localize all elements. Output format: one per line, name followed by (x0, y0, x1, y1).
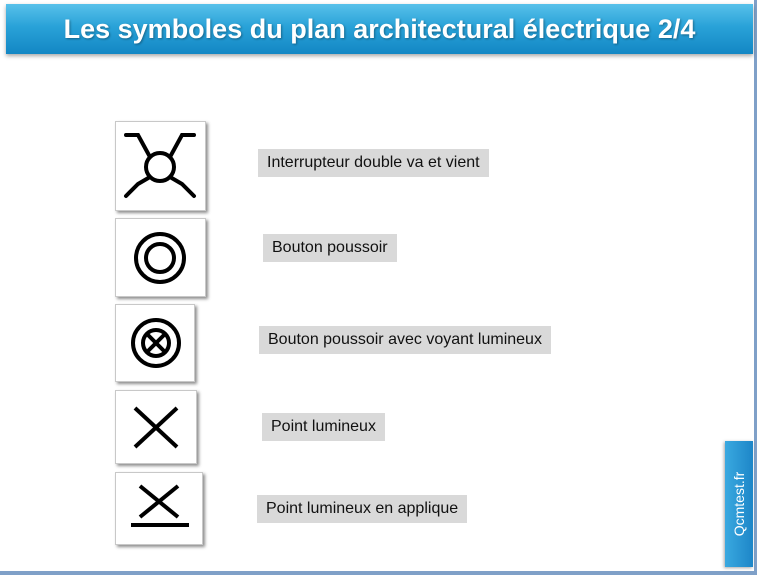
slide-title: Les symboles du plan architectural électrique 2/4 (63, 13, 696, 44)
symbol-label-push-button-with-light: Bouton poussoir avec voyant lumineux (259, 326, 551, 354)
symbol-label-wall-light-point: Point lumineux en applique (257, 495, 467, 523)
light-point-symbol-icon (115, 390, 197, 464)
title-bar (6, 4, 753, 54)
symbol-label-push-button: Bouton poussoir (263, 234, 397, 262)
symbol-label-light-point: Point lumineux (262, 413, 385, 441)
watermark-tab (725, 441, 753, 567)
two-way-double-switch-symbol-icon (115, 121, 206, 211)
wall-light-point-symbol-icon (115, 472, 203, 545)
push-button-with-indicator-light-symbol-icon (115, 304, 195, 382)
watermark-text: Qcmtest.fr (731, 471, 747, 537)
symbol-label-double-two-way-switch: Interrupteur double va et vient (258, 149, 489, 177)
push-button-symbol-icon (115, 218, 206, 297)
